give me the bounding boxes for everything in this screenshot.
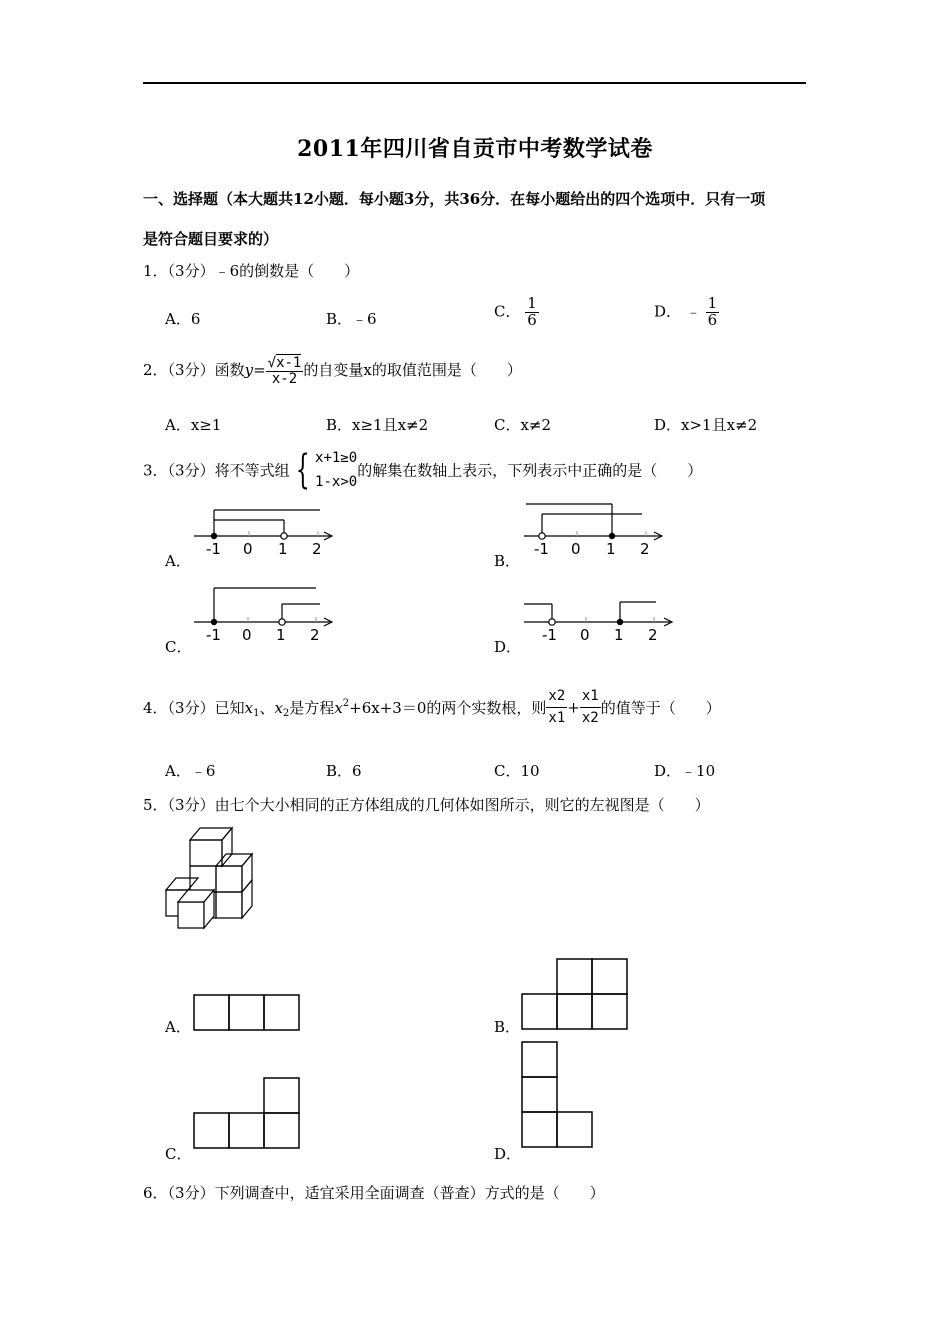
q3-label-a: A． [165,552,191,570]
q1-option-d-label: D． [654,302,682,321]
q4-plus: + [567,698,580,717]
tick-label-0: 0 [571,540,581,558]
q4-eq-rest: +6x+3＝0的两个实数根，则 [349,699,547,717]
q3-inequalities [315,446,357,494]
q3-numberline-c [190,584,340,646]
tick-label-neg1: -1 [542,626,557,644]
q4-f1-numerator: x2 [546,686,567,708]
q4-option-a: A．﹣6 [165,762,216,780]
question-5: 5．（3分）由七个大小相同的正方体组成的几何体如图所示，则它的左视图是（ ） [143,796,710,814]
section-heading-line2: 是符合题目要求的） [143,230,279,248]
q4-fraction-2 [580,686,601,729]
q1-option-d-sign: ﹣ [685,302,701,321]
tick-label-2: 2 [312,540,322,558]
page-title: 2011年四川省自贡市中考数学试卷 [297,136,653,162]
q2-option-a: A．x≥1 [165,416,222,434]
q3-brace: { [295,447,310,493]
q4-f2-denominator: x2 [581,710,599,726]
q5-label-d: D． [494,1145,522,1163]
question-3 [143,446,702,494]
q4-eq-sup: 2 [342,698,350,709]
tick-label-1: 1 [614,626,624,644]
q2-option-b: B．x≥1且x≠2 [326,416,429,434]
q3-numberline-a [190,504,340,560]
q1-d-denominator: 6 [707,310,718,329]
q3-label-c: C． [165,638,192,656]
q4-x2-sub: 2 [282,707,290,719]
cube-solid-figure [158,822,268,932]
q1-c-numerator: 1 [527,294,537,312]
q4-suffix: 的值等于（ ） [600,699,721,717]
tick-label-0: 0 [580,626,590,644]
q2-option-d: D．x>1且x≠2 [654,416,758,434]
q4-prefix: 4．（3分）已知 [143,699,245,717]
q4-option-d: D．﹣10 [654,762,716,780]
q4-mid: 是方程 [289,699,335,717]
q2-option-c: C．x≠2 [494,416,552,434]
question-2 [143,356,522,386]
q1-option-b: B．﹣6 [326,310,377,328]
tick-label-neg1: -1 [534,540,549,558]
q2-numerator: √x-1 [267,355,302,371]
q2-fraction [266,356,304,386]
q2-y: y= [244,361,266,380]
q3-numberline-d [520,594,680,648]
q1-option-d-fraction [706,296,720,329]
q1-option-a: A．6 [165,310,201,328]
q4-f1-denominator: x1 [548,710,566,726]
question-6: 6．（3分）下列调查中，适宜采用全面调查（普查）方式的是（ ） [143,1184,605,1202]
q4-fraction-1 [546,686,567,729]
question-4 [143,686,721,729]
q3-label-b: B． [494,552,521,570]
tick-label-0: 0 [243,540,253,558]
q5-label-b: B． [494,1018,521,1036]
tick-label-1: 1 [278,540,288,558]
q4-option-b: B．6 [326,762,362,780]
tick-label-1: 1 [276,626,286,644]
q4-x1-sub: 1 [253,707,260,719]
q1-option-d [654,296,719,329]
q5-view-a [193,994,301,1032]
question-1: 1．（3分）﹣6的倒数是（ ） [143,262,360,280]
q4-roots [245,699,290,717]
q4-equation [334,699,546,717]
q2-denominator: x-2 [271,370,298,387]
q1-option-c [494,296,539,329]
tick-label-neg1: -1 [206,540,221,558]
q5-view-d [521,1041,595,1151]
q4-option-c: C．10 [494,762,540,780]
q5-view-b [521,958,629,1032]
q3-numberline-b [520,500,670,560]
q5-view-c [193,1077,301,1151]
tick-label-1: 1 [606,540,616,558]
q3-prefix: 3．（3分）将不等式组 [143,461,290,480]
q3-ineq-1: x+1≥0 [315,450,358,466]
q2-prefix: 2．（3分）函数 [143,361,245,380]
q1-d-numerator: 1 [707,294,718,312]
q4-x1: x [244,698,254,717]
q3-suffix: 的解集在数轴上表示，下列表示中正确的是（ ） [357,461,703,480]
q2-radicand: x-1 [276,355,302,371]
q3-label-d: D． [494,638,522,656]
tick-label-0: 0 [242,626,252,644]
q4-f2-numerator: x1 [580,686,601,708]
q4-eq-x: x [334,699,343,717]
q3-ineq-2: 1-x>0 [315,474,358,490]
q1-c-denominator: 6 [527,310,537,329]
q4-sep: 、 [259,698,275,717]
section-heading-line1: 一、选择题（本大题共12小题．每小题3分，共36分．在每小题给出的四个选项中．只有一项 [143,190,766,208]
q1-option-c-label: C． [494,302,521,321]
q2-suffix: 的自变量x的取值范围是（ ） [303,361,522,380]
tick-label-2: 2 [648,626,658,644]
q1-option-c-fraction [525,296,539,329]
q5-label-a: A． [165,1018,191,1036]
tick-label-neg1: -1 [206,626,221,644]
top-rule [143,82,806,84]
tick-label-2: 2 [310,626,320,644]
tick-label-2: 2 [640,540,650,558]
q4-x2: x [274,698,283,717]
q3-system [290,446,358,494]
q5-label-c: C． [165,1145,192,1163]
